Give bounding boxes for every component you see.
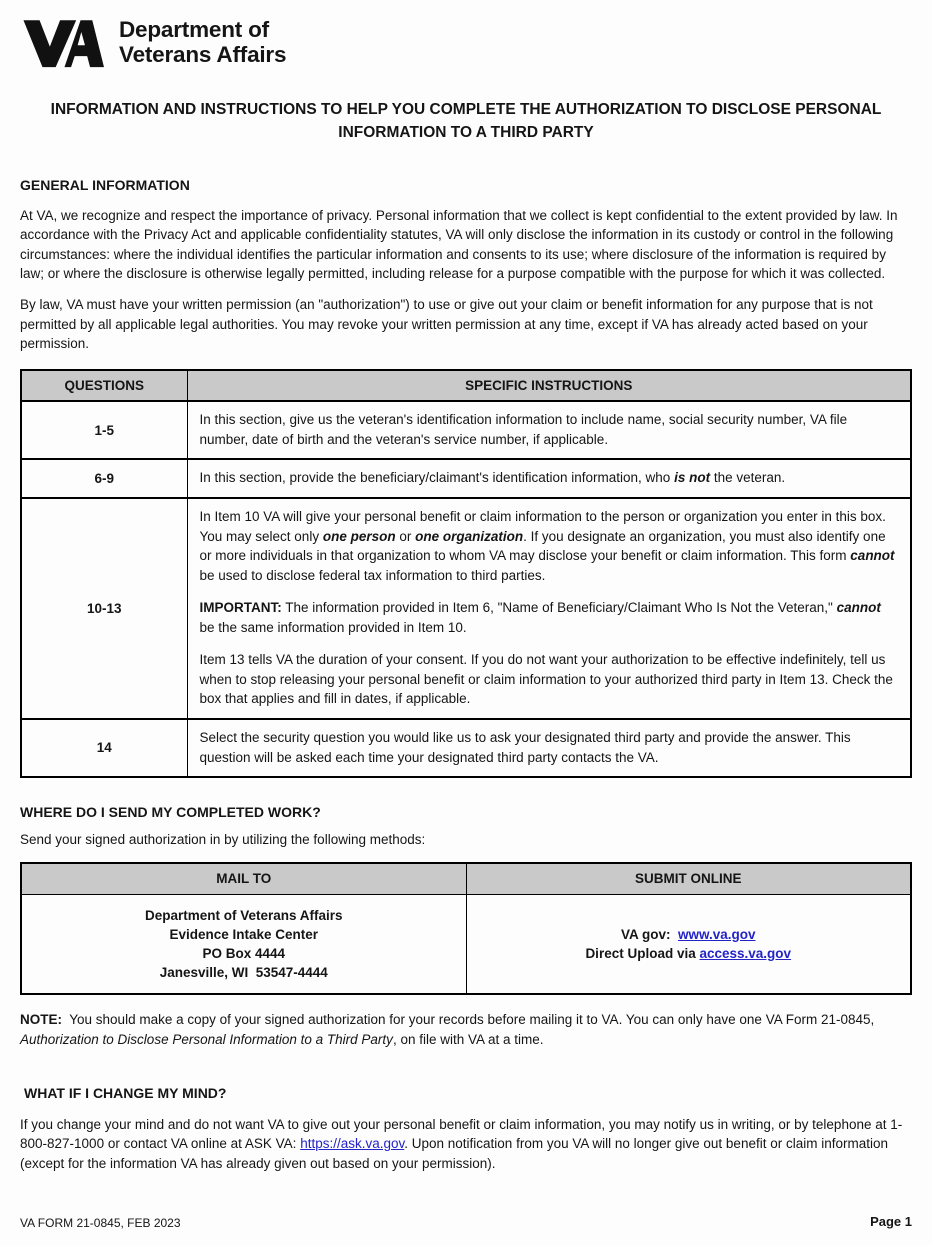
question-cell: 6-9	[21, 459, 187, 498]
mail-table-body-row	[21, 894, 911, 994]
mail-address-line: Janesville, WI 53547-4444	[159, 965, 328, 981]
table-row	[21, 719, 911, 777]
general-heading: GENERAL INFORMATION	[20, 176, 190, 193]
mail-table	[20, 862, 912, 995]
masthead	[22, 14, 912, 72]
submit-online-header: SUBMIT ONLINE	[466, 863, 911, 894]
hyperlink[interactable]: access.va.gov	[699, 945, 792, 961]
instruction-cell: In this section, give us the veteran's identification information to include name, social security number, VA file number, date of birth and the veteran's service number, if applicable.	[187, 401, 911, 459]
hyperlink[interactable]: www.va.gov	[677, 926, 756, 942]
va-logo-icon	[22, 14, 104, 72]
mail-address	[21, 894, 466, 994]
mail-address-line: Evidence Intake Center	[169, 926, 319, 942]
instruction-cell: In Item 10 VA will give your personal benefit or claim information to the person or organization you enter in this box. You may select only one person or one organization. If you designate an organization, you must also identify one or more individuals in that organization to whom VA may disclose your benefit or claim information. This form cannot be used to disclose federal tax information to third parties. IMPORTANT: The information provided in Item 6, "Name of Beneficiary/Claimant Who Is Not the Veteran," cannot be the same information provided in Item 10. Item 13 tells VA the duration of your consent. If you do not want your authorization to be effective indefinitely, tell us when to stop releasing your personal benefit or claim information to your authorized third party in Item 13. Check the box that applies and fill in dates, if applicable.	[187, 498, 911, 719]
mail-table-header-row	[21, 863, 911, 894]
specific-instructions-header: SPECIFIC INSTRUCTIONS	[187, 370, 911, 402]
footer-page-number: Page 1	[870, 1214, 912, 1230]
send-intro: Send your signed authorization in by utilizing the following methods:	[20, 832, 426, 848]
mail-to-header: MAIL TO	[21, 863, 466, 894]
dept-line-1: Department of	[119, 17, 269, 43]
submit-online-cell	[466, 894, 911, 994]
instruction-cell: Select the security question you would like us to ask your designated third party and provide the answer. This question will be asked each time your designated third party contacts the VA.	[187, 719, 911, 777]
general-para-1: At VA, we recognize and respect the importance of privacy. Personal information that we collect is kept confidential to the extent provided by law. In accordance with the Privacy Act and applicable confidentiality statutes, VA will only disclose the information in its custody or control in the following circumstances: where the individual identifies the particular information and consents to its use; where disclosure of the information is required by law; or where the disclosure is otherwise legally permitted, including release for a purpose compatible with the purpose for which it was collected.	[20, 207, 898, 282]
question-cell: 1-5	[21, 401, 187, 459]
instruction-cell: In this section, provide the beneficiary/claimant's identification information, who is not the veteran.	[187, 459, 911, 498]
table-row	[21, 401, 911, 459]
question-cell: 10-13	[21, 498, 187, 719]
change-mind-para: If you change your mind and do not want VA to give out your personal benefit or claim information, you may notify us in writing, or by telephone at 1-800-827-1000 or contact VA online at ASK VA: https://ask.va.gov. Upon notification from you VA will no longer give out benefit or claim information (except for the information VA has already given out based on your permission).	[20, 1116, 903, 1171]
instructions-header-row	[21, 370, 911, 402]
instructions-table	[20, 369, 912, 778]
va-gov-line: VA gov: www.va.gov	[620, 926, 756, 942]
dept-line-2: Veterans Affairs	[119, 42, 287, 67]
footer-form-number: VA FORM 21-0845, FEB 2023	[20, 1215, 181, 1230]
general-para-2: By law, VA must have your written permission (an "authorization") to use or give out your claim or benefit information for any purpose that is not permitted by all applicable legal authorities. You may revoke your written permission at any time, except if VA has already acted based on your permission.	[20, 297, 873, 352]
question-cell: 14	[21, 719, 187, 777]
table-row	[21, 459, 911, 498]
direct-upload-line: Direct Upload via access.va.gov	[585, 945, 792, 961]
mail-address-line: Department of Veterans Affairs	[144, 907, 343, 923]
page-footer	[20, 1173, 912, 1232]
note-para: NOTE: You should make a copy of your signed authorization for your records before mailing it to VA. You can only have one VA Form 21-0845, Authorization to Disclose Personal Information to a Third Party, on file with VA at a time.	[20, 1012, 875, 1047]
hyperlink[interactable]: https://ask.va.gov	[300, 1136, 405, 1152]
questions-header: QUESTIONS	[21, 370, 187, 402]
send-heading: WHERE DO I SEND MY COMPLETED WORK?	[20, 804, 321, 821]
table-row	[21, 498, 911, 719]
page-title: INFORMATION AND INSTRUCTIONS TO HELP YOU COMPLETE THE AUTHORIZATION TO DISCLOSE PERSONAL INFORMATION TO A THIRD PARTY	[50, 101, 882, 142]
change-mind-heading: WHAT IF I CHANGE MY MIND?	[24, 1085, 227, 1102]
dept-name	[119, 18, 286, 68]
mail-address-line: PO Box 4444	[202, 945, 286, 961]
